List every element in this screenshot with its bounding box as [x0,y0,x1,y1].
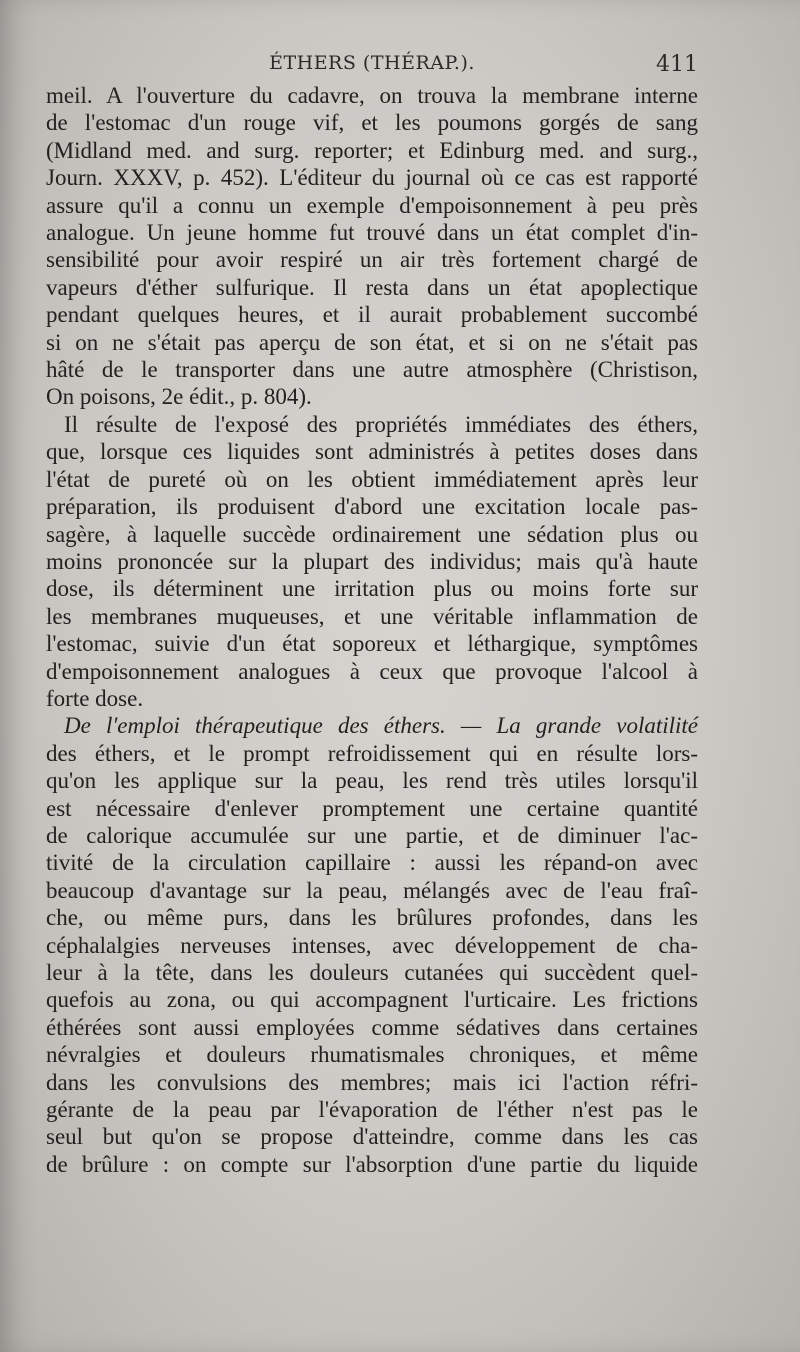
text-line: est nécessaire d'enlever promptement une certaine quantité [46,795,698,821]
text-line: dans les convulsions des membres; mais ici l'action réfri- [46,1069,698,1095]
text-line: moins prononcée sur la plupart des individus; mais qu'à haute [46,548,698,574]
text-line: leur à la tête, dans les douleurs cutanées qui succèdent quel- [46,960,698,985]
text-line: hâté de le transporter dans une autre atmosphère (Christison, [46,357,698,383]
text-line: qu'on les applique sur la peau, les rend très utiles lorsqu'il [46,768,698,794]
text-line: Journ. XXXV, p. 452). L'éditeur du journal où ce cas est rapporté [46,165,698,191]
running-head: ÉTHERS (THÉRAP.). [269,52,475,74]
page-header [46,52,698,78]
page-number: 411 [656,52,698,77]
text-line: che, ou même purs, dans les brûlures profondes, dans les [46,905,698,931]
text-line: tivité de la circulation capillaire : aussi les répand-on avec [46,850,698,876]
bottom-margin [0,1222,800,1352]
text-line: que, lorsque ces liquides sont administrés à petites doses dans [46,439,698,465]
text-line: éthérées sont aussi employées comme sédatives dans certaines [46,1014,698,1040]
text-line: d'empoisonnement analogues à ceux que provoque l'alcool à [46,658,698,684]
text-line: seul but qu'on se propose d'atteindre, comme dans les cas [46,1124,698,1150]
text-line: l'état de pureté où on les obtient immédiatement après leur [46,466,698,492]
text-line: assure qu'il a connu un exemple d'empoisonnement à peu près [46,192,698,218]
text-line: de brûlure : on compte sur l'absorption d'une partie du liquide [46,1151,698,1177]
text-line: névralgies et douleurs rhumatismales chroniques, et même [46,1042,698,1068]
text-line: de l'estomac d'un rouge vif, et les poumons gorgés de sang [46,110,698,136]
text-line: dose, ils déterminent une irritation plus ou moins forte sur [46,576,698,602]
text-line: On poisons, 2e édit., p. 804). [46,384,312,410]
text-line: gérante de la peau par l'évaporation de l'éther n'est pas le [46,1097,698,1123]
text-line: beaucoup d'avantage sur la peau, mélangés avec de l'eau fraî- [46,877,698,903]
text-line: sagère, à laquelle succède ordinairement une sédation plus ou [46,521,698,547]
text-line: sensibilité pour avoir respiré un air très fortement chargé de [46,247,698,273]
text-line: les membranes muqueuses, et une véritable inflammation de [46,603,698,629]
text-line: meil. A l'ouverture du cadavre, on trouva la membrane interne [46,83,698,108]
text-line: des éthers, et le prompt refroidissement qui en résulte lors- [46,740,698,766]
text-line: de calorique accumulée sur une partie, et de diminuer l'ac- [46,822,698,848]
text-line: (Midland med. and surg. reporter; et Edinburg med. and surg., [46,137,698,163]
text-line: céphalalgies nerveuses intenses, avec développement de cha- [46,932,698,958]
text-line: si on ne s'était pas aperçu de son état, et si on ne s'était pas [46,329,698,355]
text-line: Il résulte de l'exposé des propriétés immédiates des éthers, [64,411,698,437]
text-line: vapeurs d'éther sulfurique. Il resta dans un état apoplectique [46,274,698,300]
section-heading-line: De l'emploi thérapeutique des éthers. — La grande volatilité [64,713,698,739]
text-line: forte dose. [46,685,144,711]
text-line: l'estomac, suivie d'un état soporeux et léthargique, symptômes [46,631,698,657]
text-line: préparation, ils produisent d'abord une excitation locale pas- [46,494,698,520]
text-line: quefois au zona, ou qui accompagnent l'urticaire. Les frictions [46,987,698,1013]
text-line: analogue. Un jeune homme fut trouvé dans un état complet d'in- [46,220,698,246]
body-text [46,82,698,1178]
text-line: pendant quelques heures, et il aurait probablement succombé [46,302,698,328]
